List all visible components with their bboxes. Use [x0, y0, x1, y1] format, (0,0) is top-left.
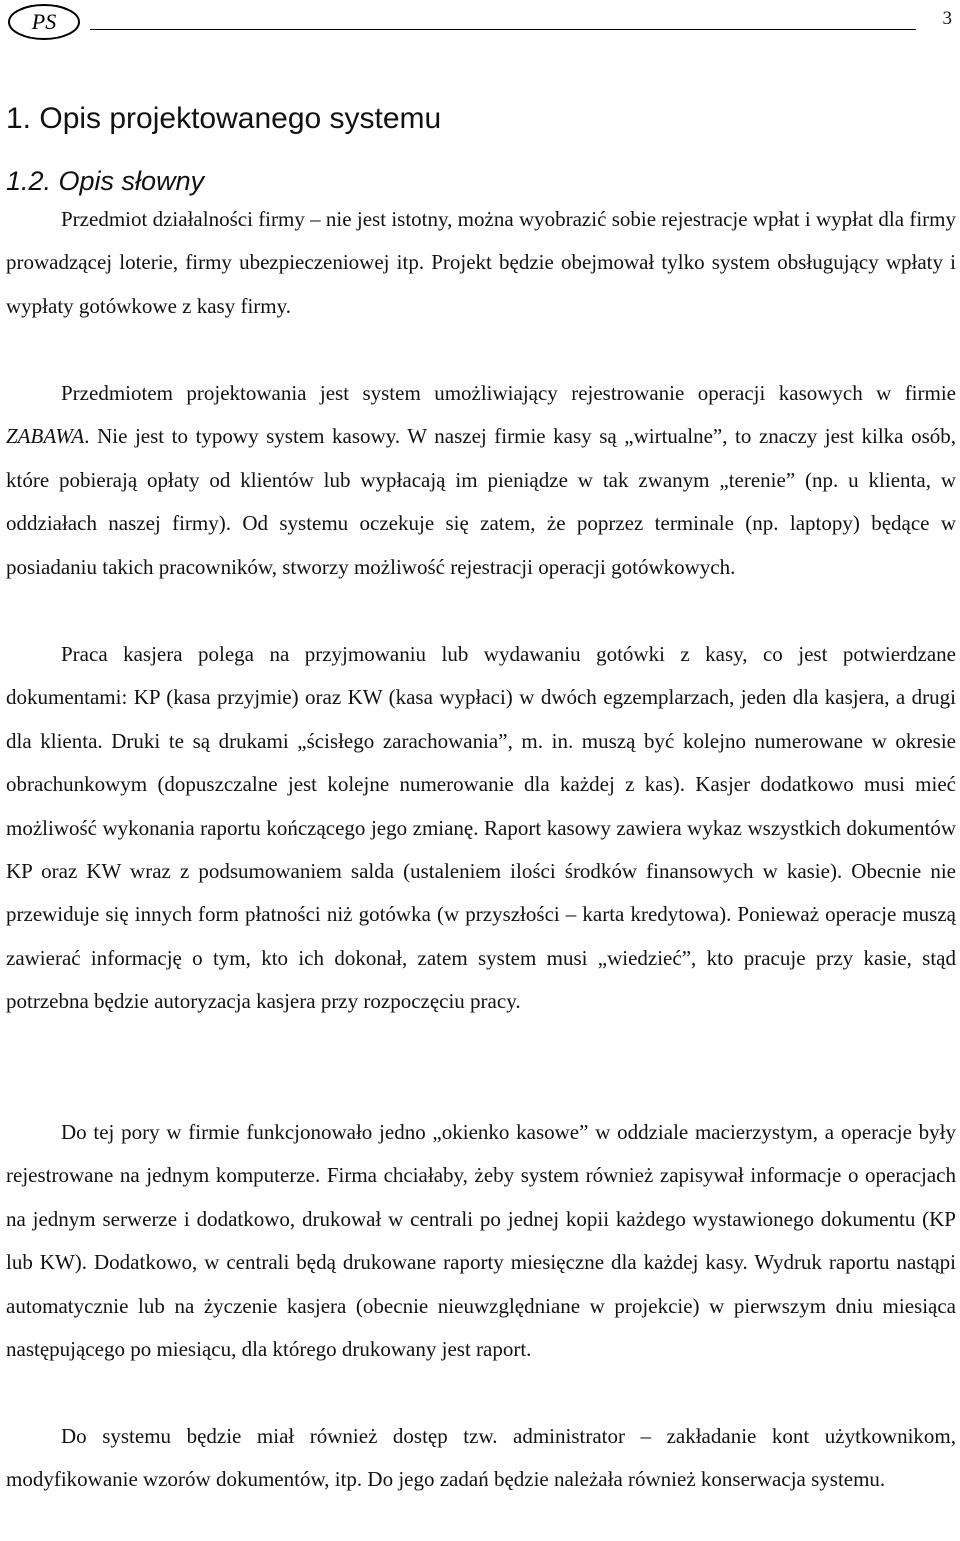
- paragraph-3-text: Praca kasjera polega na przyjmowaniu lub wydawaniu gotówki z kasy, co jest potwierdzane dokumentami: KP (kasa przyjmie) oraz KW (kasa wypłaci) w dwóch egzemplarzach, jeden dla kasjera, a drugi dla klienta. Druki te są drukami „ścisłego zarachowania”, m. in. muszą być kolejno numerowane w okresie obrachunkowym (dopuszczalne jest kolejne numerowanie dla każdej z kas). Kasjer dodatkowo musi mieć możliwość wykonania raportu kończącego jego zmianę. Raport kasowy zawiera wykaz wszystkich dokumentów KP oraz KW wraz z podsumowaniem salda (ustaleniem ilości środków finansowych w kasie). Obecnie nie przewiduje się innych form płatności niż gotówka (w przyszłości – karta kredytowa). Ponieważ operacje muszą zawierać informację o tym, kto ich dokonał, zatem system musi „wiedzieć”, kto pracuje przy kasie, stąd potrzebna będzie autoryzacja kasjera przy rozpoczęciu pracy.: [6, 642, 956, 1014]
- ps-logo: [6, 2, 82, 42]
- paragraph-2: [6, 372, 956, 589]
- paragraph-4-text: Do tej pory w firmie funkcjonowało jedno „okienko kasowe” w oddziale macierzystym, a operacje były rejestrowane na jednym komputerze. Firma chciałaby, żeby system również zapisywał informacje o operacjach na jednym serwerze i dodatkowo, drukował w centrali po jednej kopii każdego wystawionego dokumentu (KP lub KW). Dodatkowo, w centrali będą drukowane raporty miesięczne dla każdej kasy. Wydruk raportu nastąpi automatycznie lub na życzenie kasjera (obecnie nieuwzględniane w projekcie) w pierwszym dniu miesiąca następującego po miesiącu, dla którego drukowany jest raport.: [6, 1120, 956, 1362]
- paragraph-5-text: Do systemu będzie miał również dostęp tzw. administrator – zakładanie kont użytkownikom, modyfikowanie wzorów dokumentów, itp. Do jego zadań będzie należała również konserwacja systemu.: [6, 1424, 956, 1492]
- paragraph-2-text-a: Przedmiotem projektowania jest system umożliwiający rejestrowanie operacji kasowych w firmie: [61, 381, 956, 405]
- page-number: 3: [942, 8, 952, 29]
- header-rule: [90, 29, 916, 30]
- subsection-title: 1.2. Opis słowny: [6, 166, 205, 196]
- page-header: [0, 0, 960, 46]
- paragraph-3: [6, 633, 956, 1024]
- paragraph-5: [6, 1415, 956, 1502]
- section-title: 1. Opis projektowanego systemu: [6, 102, 442, 135]
- paragraph-1-text: Przedmiot działalności firmy – nie jest istotny, można wyobrazić sobie rejestracje wpłat i wypłat dla firmy prowadzącej loterie, firmy ubezpieczeniowej itp. Projekt będzie obejmował tylko system obsługujący wpłaty i wypłaty gotówkowe z kasy firmy.: [6, 207, 956, 318]
- logo-letters: PS: [31, 9, 57, 34]
- company-name: ZABAWA: [6, 424, 85, 449]
- paragraph-4: [6, 1111, 956, 1371]
- paragraph-2-text-b: . Nie jest to typowy system kasowy. W naszej firmie kasy są „wirtualne”, to znaczy jest kilka osób, które pobierają opłaty od klientów lub wypłacają im pieniądze w tak zwanym „terenie” (np. u klienta, w oddziałach naszej firmy). Od systemu oczekuje się zatem, że poprzez terminale (np. laptopy) będące w posiadaniu takich pracowników, stworzy możliwość rejestracji operacji gotówkowych.: [6, 424, 956, 579]
- paragraph-1: [6, 198, 956, 328]
